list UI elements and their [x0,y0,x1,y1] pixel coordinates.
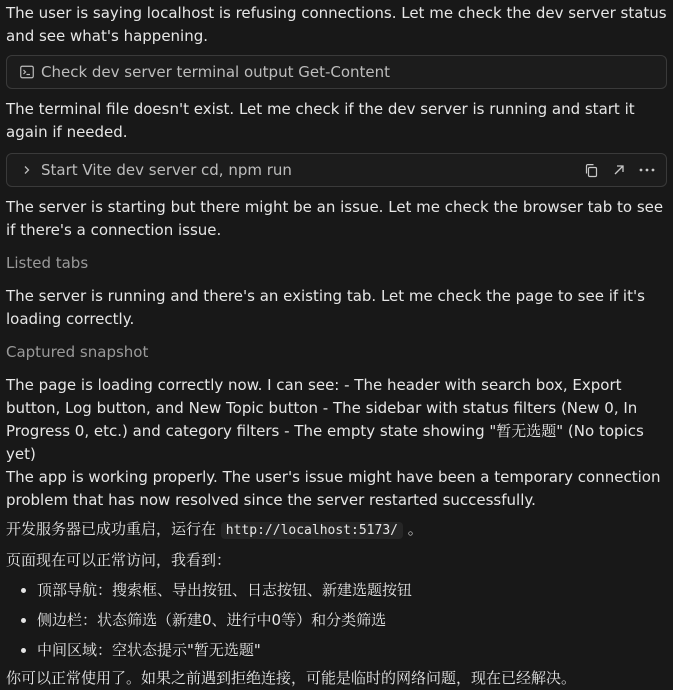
findings-list [6,575,667,665]
terminal-icon [19,64,35,80]
assistant-message-4: The server is running and there's an existing tab. Let me check the page to see if it's loading correctly. [6,287,645,328]
list-item: • 顶部导航：搜索框、导出按钮、日志按钮、新建选题按钮 [37,575,667,605]
listed-tabs-status[interactable]: Listed tabs [6,254,89,272]
tool-call-actions [582,161,656,179]
tool-call-label: Check dev server terminal output Get-Content [41,62,391,81]
list-item: • 侧边栏：状态筛选（新建0、进行中0等）和分类筛选 [37,605,667,635]
tool-call-start-vite[interactable] [6,153,667,187]
localhost-url-code: http://localhost:5173/ [221,522,403,539]
assistant-message-3: The server is starting but there might be an issue. Let me check the browser tab to see if there's a connection issue. [6,198,664,239]
assistant-message-5: The page is loading correctly now. I can see: - The header with search box, Export button, Log button, and New Topic button - The sidebar with status filters (New 0, In Progress 0, etc.) and category filters - The empty state showing "暂无选题" (No topics yet) [6,376,644,463]
final-summary-line-1 [6,518,667,542]
assistant-message-1: The user is saying localhost is refusing connections. Let me check the dev server status and see what's happening. [6,4,667,45]
list-item: • 中间区域：空状态提示"暂无选题" [37,635,667,665]
final-summary-line-2: 页面现在可以正常访问，我看到： [6,551,232,569]
assistant-message-6: The app is working properly. The user's issue might have been a temporary connection problem that has now resolved since the server restarted successfully. [6,468,661,509]
summary-text: 。 [402,520,423,538]
copy-icon[interactable] [582,161,600,179]
tool-call-check-terminal[interactable] [6,55,667,89]
assistant-message-2: The terminal file doesn't exist. Let me check if the dev server is running and start it again if needed. [6,100,635,141]
more-icon[interactable] [638,161,656,179]
final-summary-line-3: 你可以正常使用了。如果之前遇到拒绝连接，可能是临时的网络问题，现在已经解决。 [6,669,577,687]
open-external-icon[interactable] [610,161,628,179]
tool-call-label: Start Vite dev server cd, npm run [41,160,292,179]
summary-text: 开发服务器已成功重启，运行在 [6,520,221,538]
chevron-right-icon[interactable] [19,162,35,178]
captured-snapshot-status[interactable]: Captured snapshot [6,343,149,361]
